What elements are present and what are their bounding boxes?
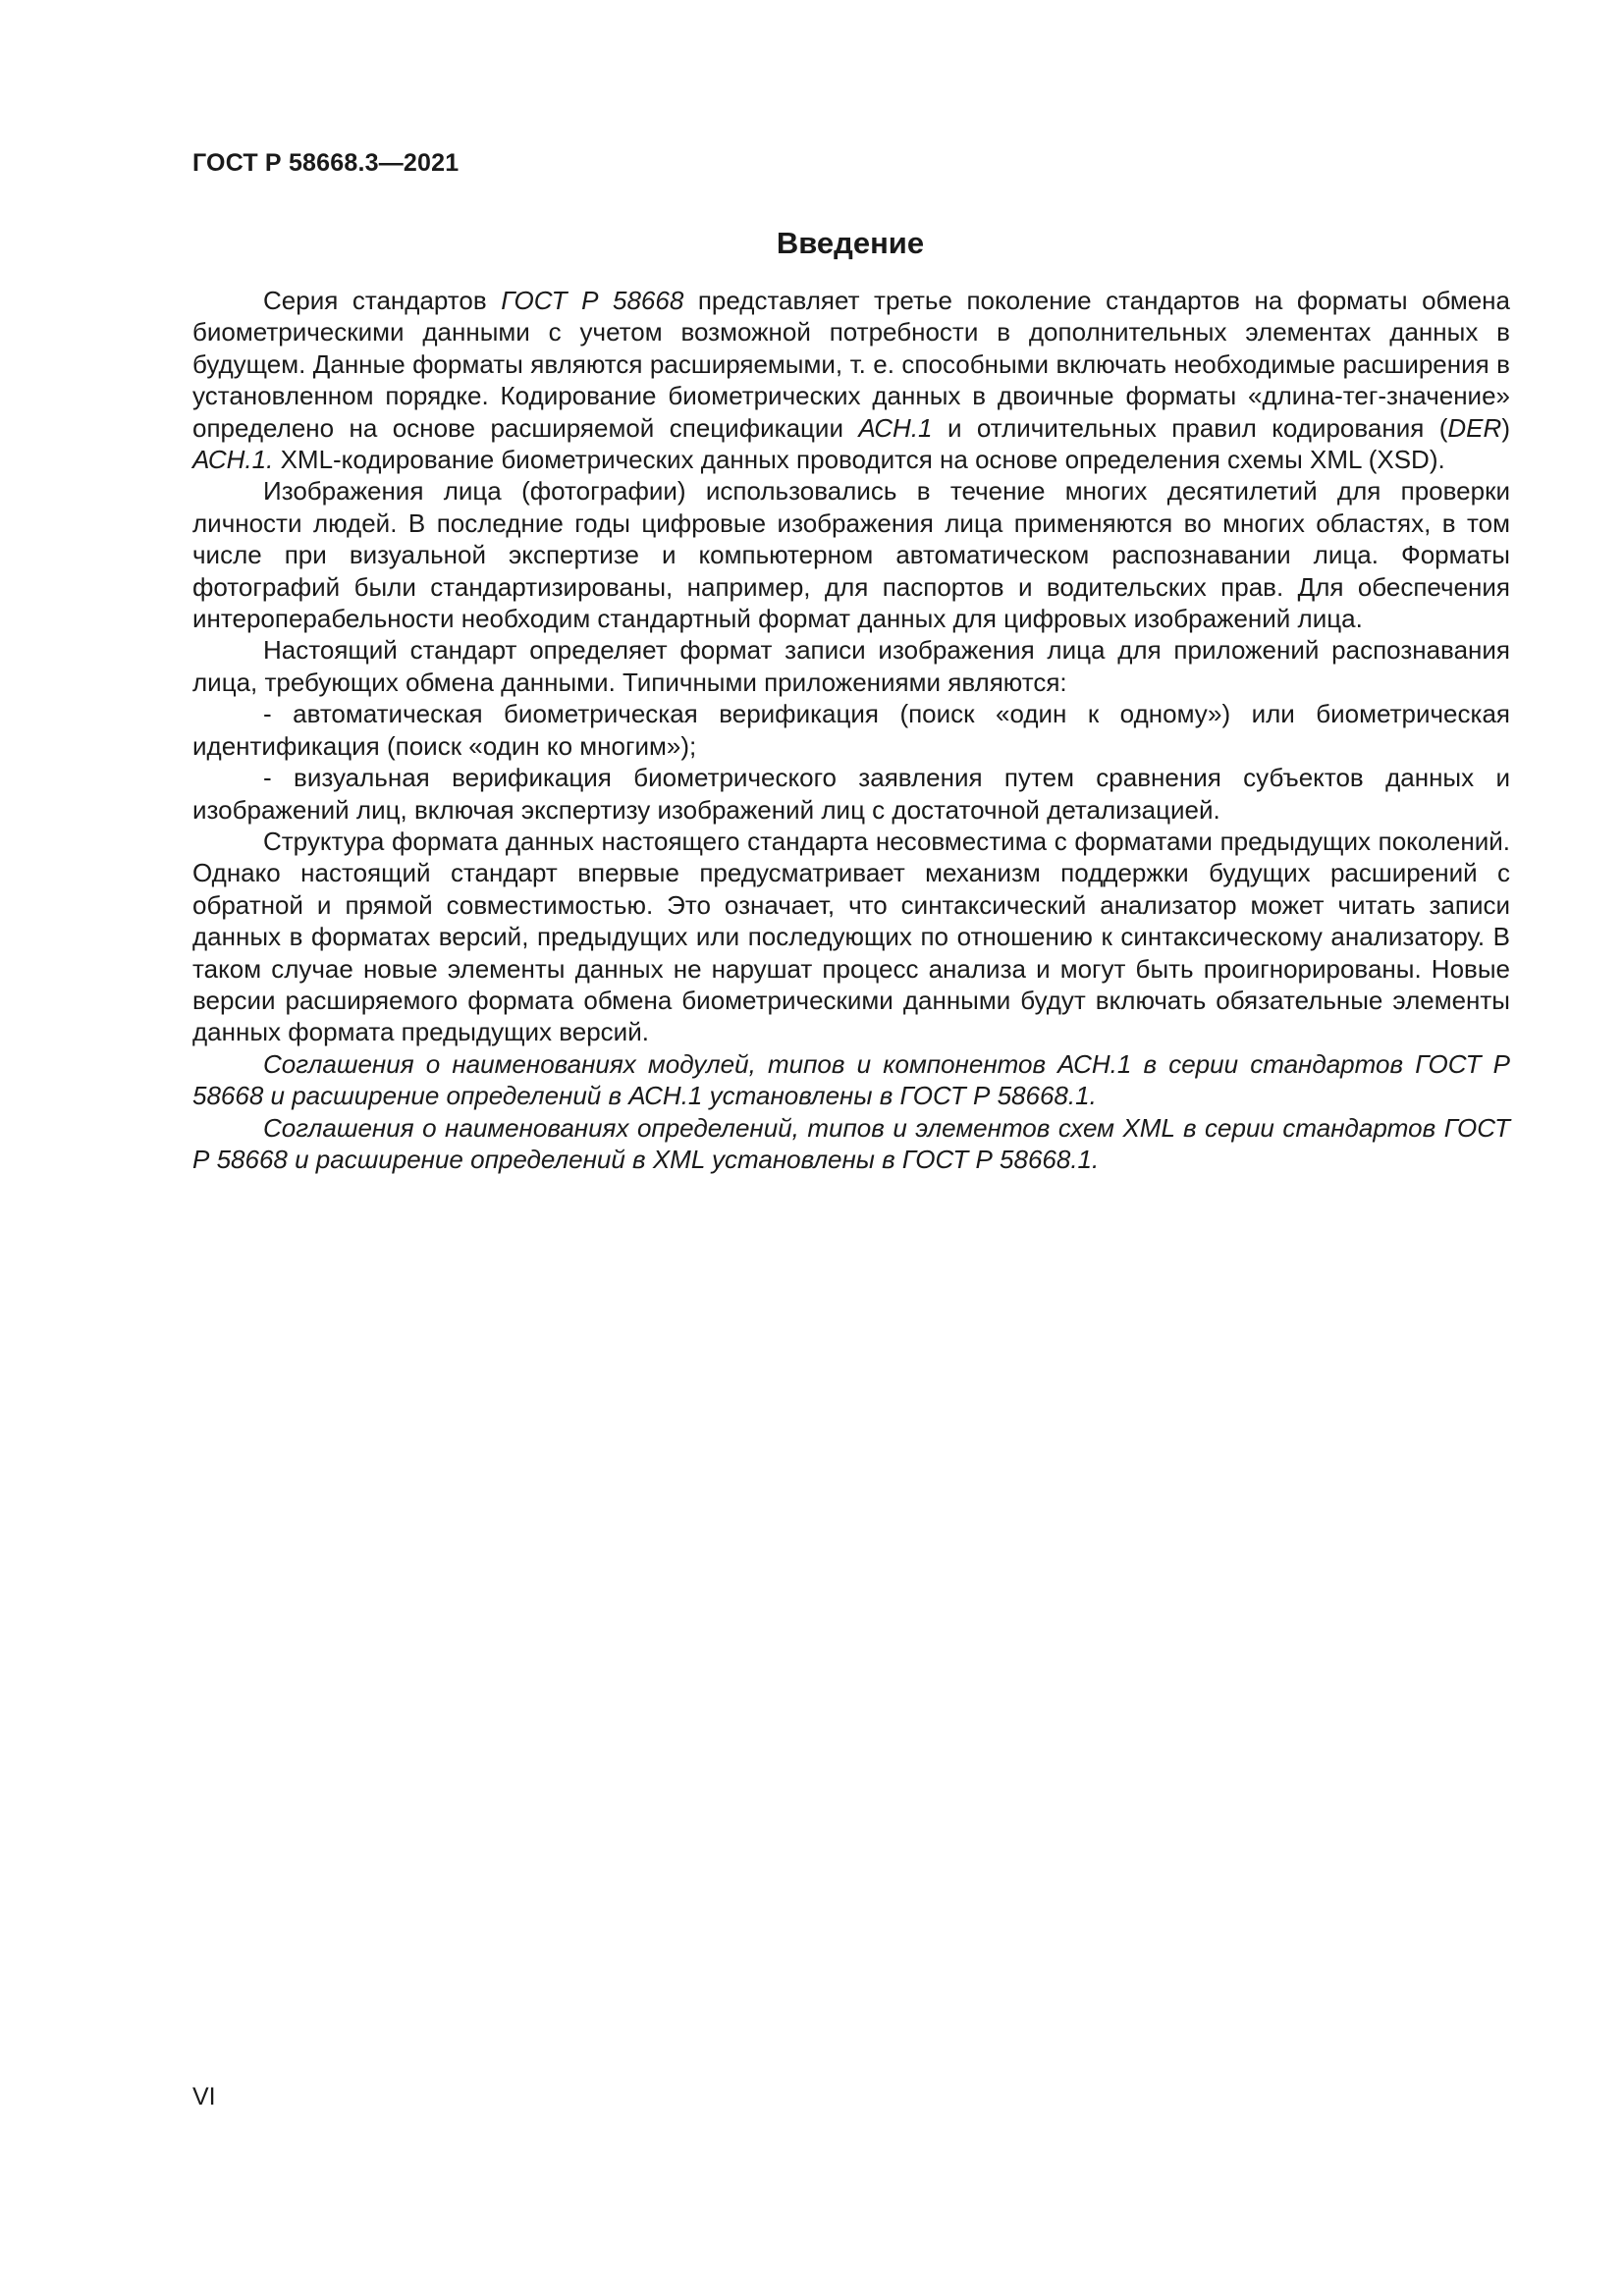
italic-standard-ref: ГОСТ Р 58668 — [501, 286, 684, 315]
italic-term: АСН.1. — [192, 445, 274, 475]
italic-term: DER — [1447, 412, 1502, 443]
section-title: Введение — [776, 226, 925, 260]
text-span: Серия стандартов — [263, 286, 502, 315]
paragraph-asn1-conventions: Соглашения о наименованиях модулей, типов и компонентов АСН.1 в серии стандартов ГОСТ Р 58668 и расширение определений в АСН.1 установлены в ГОСТ Р 58668.1. — [192, 1048, 1510, 1111]
page-number: VI — [192, 2083, 216, 2110]
paragraph-scope: Настоящий стандарт определяет формат записи изображения лица для приложений распознавания лица, требующих обмена данными. Типичными приложениями являются: — [192, 635, 1510, 697]
document-body — [192, 285, 1510, 1175]
paragraph-face-images: Изображения лица (фотографии) использовались в течение многих десятилетий для проверки личности людей. В последние годы цифровые изображения лица применяются во многих областях, в том числе при визуальной экспертизе и компьютерном автоматическом распознавании лица. Форматы фотографий были стандартизированы, например, для паспортов и водительских прав. Для обеспечения интероперабельности необходим стандартный формат данных для цифровых изображений лица. — [192, 476, 1510, 634]
paragraph-series-intro — [192, 285, 1510, 475]
text-span: представляет третье поколение стандартов на форматы обмена биометрическими данными с учетом возможной потребности в дополнительных элементах данных в будущем. Данные форматы являются расширяемыми, т. е. способными включать необходимые расширения в установленном порядке. Кодирование биометрических данных в двоичные форматы «длина-тег-значение» определено на основе расширяемой спецификации — [192, 286, 1510, 443]
list-item-visual-verification: - визуальная верификация биометрического заявления путем сравнения субъектов данных и изображений лиц, включая экспертизу изображений лиц с достаточной детализацией. — [192, 763, 1510, 825]
text-span: ) — [1501, 412, 1510, 443]
paragraph-xml-conventions: Соглашения о наименованиях определений, типов и элементов схем XML в серии стандартов ГОСТ Р 58668 и расширение определений в XML установлены в ГОСТ Р 58668.1. — [192, 1112, 1510, 1174]
text-span: и отличительных правил кодирования ( — [932, 412, 1448, 443]
list-item-automatic-verification: - автоматическая биометрическая верификация (поиск «один к одному») или биометрическая идентификация (поиск «один ко многим»); — [192, 699, 1510, 761]
italic-term: АСН.1 — [858, 412, 933, 443]
document-code-header: ГОСТ Р 58668.3—2021 — [192, 149, 460, 177]
paragraph-compatibility: Структура формата данных настоящего стандарта несовместима с форматами предыдущих поколений. Однако настоящий стандарт впервые предусматривает механизм поддержки будущих расширений с обратной и прямой совместимостью. Это означает, что синтаксический анализатор может читать записи данных в форматах версий, предыдущих или последующих по отношению к синтаксическому анализатору. В таком случае новые элементы данных не нарушат процесс анализа и могут быть проигнорированы. Новые версии расширяемого формата обмена биометрическими данными будут включать обязательные элементы данных формата предыдущих версий. — [192, 826, 1510, 1047]
text-span: XML-кодирование биометрических данных проводится на основе определения схемы XML (XSD). — [273, 445, 1445, 475]
